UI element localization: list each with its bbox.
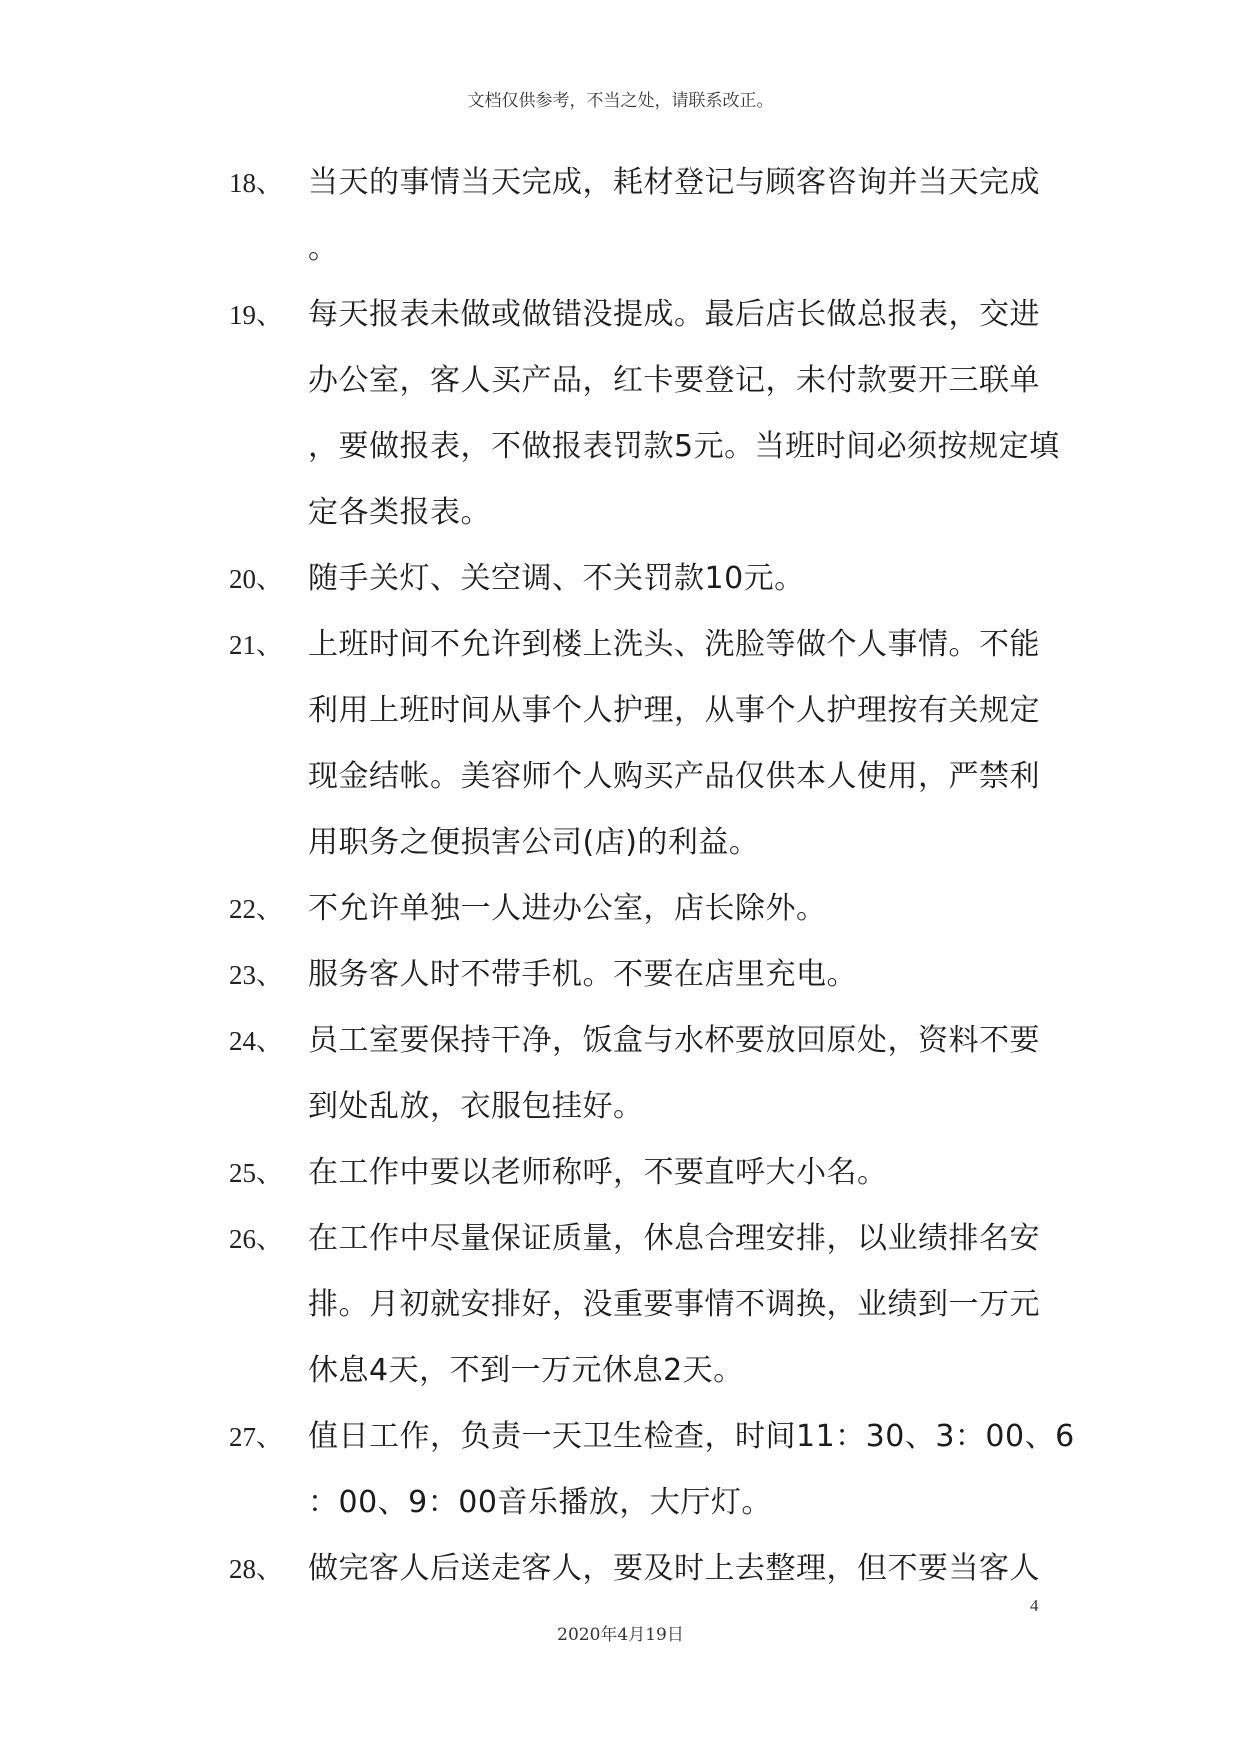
rule-number: 18、 <box>229 168 283 198</box>
rule-text-line: 休息4天，不到一万元休息2天。 <box>308 1353 744 1388</box>
rule-item <box>0 1206 1241 1404</box>
rule-text <box>308 546 1058 612</box>
rule-text <box>308 876 1058 942</box>
rule-text <box>308 1404 1075 1536</box>
rule-number: 20、 <box>229 564 283 594</box>
rule-text <box>308 942 1058 1008</box>
rule-text <box>308 1008 1058 1140</box>
rule-text-line: 当天的事情当天完成，耗材登记与顾客咨询并当天完成 <box>308 165 1040 200</box>
rule-number: 26、 <box>229 1224 283 1254</box>
rule-text-line: 服务客人时不带手机。不要在店里充电。 <box>308 957 857 992</box>
rule-item <box>0 546 1241 612</box>
page-header: 文档仅供参考，不当之处，请联系改正。 <box>467 91 774 111</box>
rule-number: 23、 <box>229 960 283 990</box>
rule-number: 27、 <box>229 1422 283 1452</box>
rule-text-line: 随手关灯、关空调、不关罚款10元。 <box>308 561 805 596</box>
rule-text <box>308 612 1058 876</box>
rule-text-line: 员工室要保持干净，饭盒与水杯要放回原处，资料不要 <box>308 1023 1040 1058</box>
rule-text-line: 排。月初就安排好，没重要事情不调换，业绩到一万元 <box>308 1287 1040 1322</box>
rule-text-line: 。 <box>308 231 339 266</box>
rule-text-line: 用职务之便损害公司(店)的利益。 <box>308 825 760 860</box>
rule-text-line: 到处乱放，衣服包挂好。 <box>308 1089 644 1124</box>
rule-text-line: ，要做报表，不做报表罚款5元。当班时间必须按规定填 <box>308 429 1060 464</box>
rule-item <box>0 150 1241 282</box>
rule-text-line: 不允许单独一人进办公室，店长除外。 <box>308 891 827 926</box>
rule-text-line: 现金结帐。美容师个人购买产品仅供本人使用，严禁利 <box>308 759 1040 794</box>
rule-item <box>0 612 1241 876</box>
rule-text-line: 利用上班时间从事个人护理，从事个人护理按有关规定 <box>308 693 1040 728</box>
rule-item <box>0 1536 1241 1602</box>
rule-number: 28、 <box>229 1554 283 1584</box>
rule-text-line: 在工作中尽量保证质量，休息合理安排，以业绩排名安 <box>308 1221 1040 1256</box>
rule-item <box>0 942 1241 1008</box>
rule-item <box>0 876 1241 942</box>
rule-item <box>0 1404 1241 1536</box>
rule-text-line: 值日工作，负责一天卫生检查，时间11：30、3：00、6 <box>308 1419 1075 1454</box>
rule-text-line: 在工作中要以老师称呼，不要直呼大小名。 <box>308 1155 888 1190</box>
rule-number: 19、 <box>229 300 283 330</box>
rule-text <box>308 282 1058 546</box>
rule-number: 24、 <box>229 1026 283 1056</box>
page-number: 4 <box>1030 1596 1039 1615</box>
rule-number: 21、 <box>229 630 283 660</box>
rule-number: 22、 <box>229 894 283 924</box>
rule-text <box>308 1536 1058 1602</box>
rule-text <box>308 1140 1058 1206</box>
rule-text-line: 做完客人后送走客人，要及时上去整理，但不要当客人 <box>308 1551 1040 1586</box>
rule-text-line: 定各类报表。 <box>308 495 491 530</box>
rule-text-line: 上班时间不允许到楼上洗头、洗脸等做个人事情。不能 <box>308 627 1040 662</box>
rules-list <box>0 150 1241 1602</box>
rule-text <box>308 150 1058 282</box>
rule-text-line: 每天报表未做或做错没提成。最后店长做总报表，交进 <box>308 297 1040 332</box>
page-footer-date: 2020年4月19日 <box>557 1625 684 1645</box>
rule-number: 25、 <box>229 1158 283 1188</box>
rule-item <box>0 1008 1241 1140</box>
rule-item <box>0 1140 1241 1206</box>
rule-item <box>0 282 1241 546</box>
rule-text <box>308 1206 1058 1404</box>
rule-text-line: 办公室，客人买产品，红卡要登记，未付款要开三联单 <box>308 363 1040 398</box>
rule-text-line: ：00、9：00音乐播放，大厅灯。 <box>308 1485 772 1520</box>
